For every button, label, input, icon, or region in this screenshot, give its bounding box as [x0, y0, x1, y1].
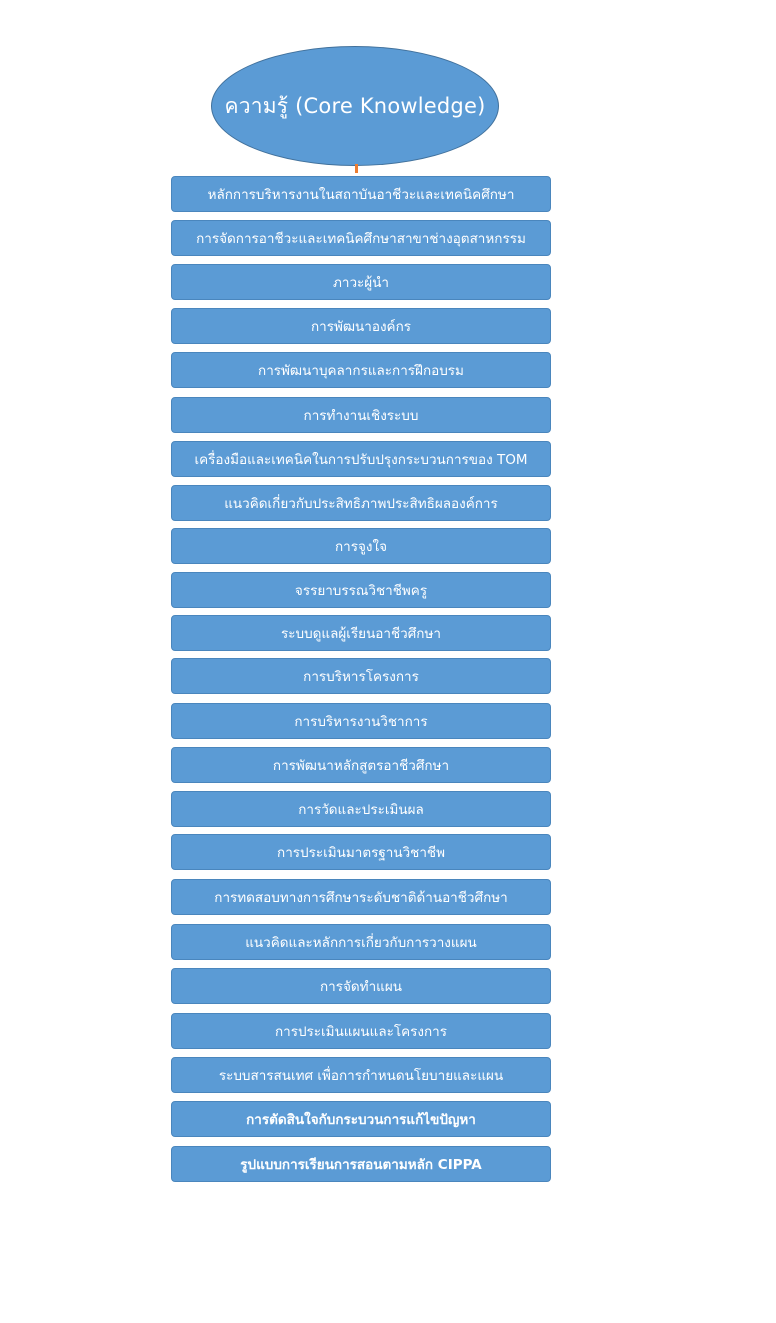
knowledge-item-11: ระบบดูแลผู้เรียนอาชีวศึกษา [171, 615, 551, 651]
knowledge-item-13: การบริหารงานวิชาการ [171, 703, 551, 739]
knowledge-item-16: การประเมินมาตรฐานวิชาชีพ [171, 834, 551, 870]
knowledge-item-23: รูปแบบการเรียนการสอนตามหลัก CIPPA [171, 1146, 551, 1182]
root-connector [355, 164, 358, 173]
core-knowledge-ellipse [211, 46, 499, 166]
knowledge-item-17: การทดสอบทางการศึกษาระดับชาติด้านอาชีวศึกษา [171, 879, 551, 915]
knowledge-item-2: การจัดการอาชีวะและเทคนิคศึกษาสาขาช่างอุตสาหกรรม [171, 220, 551, 256]
knowledge-item-3: ภาวะผู้นำ [171, 264, 551, 300]
knowledge-item-14: การพัฒนาหลักสูตรอาชีวศึกษา [171, 747, 551, 783]
knowledge-item-9: การจูงใจ [171, 528, 551, 564]
knowledge-item-10: จรรยาบรรณวิชาชีพครู [171, 572, 551, 608]
knowledge-item-8: แนวคิดเกี่ยวกับประสิทธิภาพประสิทธิผลองค์การ [171, 485, 551, 521]
knowledge-item-5: การพัฒนาบุคลากรและการฝึกอบรม [171, 352, 551, 388]
knowledge-item-22: การตัดสินใจกับกระบวนการแก้ไขปัญหา [171, 1101, 551, 1137]
knowledge-item-1: หลักการบริหารงานในสถาบันอาชีวะและเทคนิคศึกษา [171, 176, 551, 212]
core-knowledge-title: ความรู้ (Core Knowledge) [224, 93, 486, 118]
knowledge-item-6: การทำงานเชิงระบบ [171, 397, 551, 433]
knowledge-item-7: เครื่องมือและเทคนิคในการปรับปรุงกระบวนการของ TOM [171, 441, 551, 477]
knowledge-item-4: การพัฒนาองค์กร [171, 308, 551, 344]
knowledge-item-21: ระบบสารสนเทศ เพื่อการกำหนดนโยบายและแผน [171, 1057, 551, 1093]
knowledge-item-12: การบริหารโครงการ [171, 658, 551, 694]
knowledge-item-20: การประเมินแผนและโครงการ [171, 1013, 551, 1049]
knowledge-item-19: การจัดทำแผน [171, 968, 551, 1004]
knowledge-item-15: การวัดและประเมินผล [171, 791, 551, 827]
knowledge-item-18: แนวคิดและหลักการเกี่ยวกับการวางแผน [171, 924, 551, 960]
